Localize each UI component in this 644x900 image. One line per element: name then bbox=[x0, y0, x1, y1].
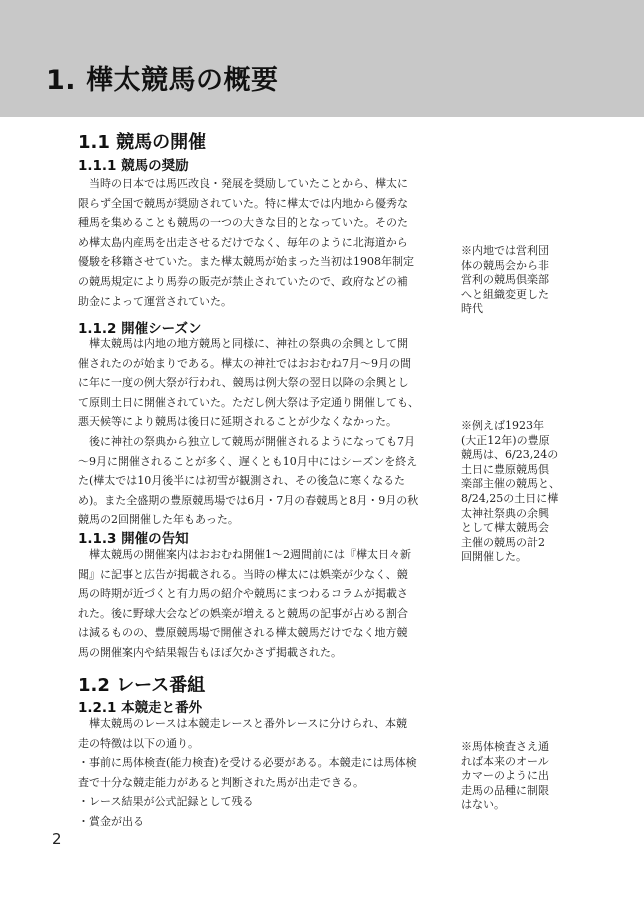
note-line: 太神社祭典の余興 bbox=[461, 506, 549, 520]
paragraph-1-2-1 bbox=[78, 714, 450, 832]
margin-note-1-2-1 bbox=[461, 740, 591, 813]
chapter-banner bbox=[0, 0, 644, 117]
text-line: 悪天候等により競馬は後日に延期されることが少なくなかった。 bbox=[78, 415, 397, 429]
text-line: 当時の日本では馬匹改良・発展を奨励していたことから、樺太に bbox=[78, 177, 408, 190]
subsection-heading-1-1-1: 1.1.1 競馬の奨励 bbox=[78, 158, 189, 174]
note-line: ※内地では営利団 bbox=[461, 244, 549, 257]
text-line: 競馬の2回開催した年もあった。 bbox=[78, 513, 239, 527]
note-line: 走馬の品種に制限 bbox=[461, 783, 549, 797]
text-line: め)。また全盛期の豊原競馬場では6月・7月の春競馬と8月・9月の秋 bbox=[78, 493, 419, 507]
paragraph-1-1-1 bbox=[78, 174, 450, 311]
text-line: 査で十分な競走能力があると判断された馬が出走できる。 bbox=[78, 775, 364, 789]
note-line: ※例えば1923年 bbox=[461, 419, 544, 432]
note-line: 回開催した。 bbox=[461, 550, 527, 564]
page-number: 2 bbox=[52, 830, 62, 848]
subsection-heading-1-1-3: 1.1.3 開催の告知 bbox=[78, 531, 189, 547]
text-line: れた。後に野球大会などの娯楽が増えると競馬の記事が占める割合 bbox=[78, 606, 408, 620]
text-line: は減るものの、豊原競馬場で開催される樺太競馬だけでなく地方競 bbox=[78, 626, 408, 640]
text-line: 走の特徴は以下の通り。 bbox=[78, 736, 199, 750]
subsection-heading-1-1-2: 1.1.2 開催シーズン bbox=[78, 321, 202, 337]
text-line: 馬の開催案内や結果報告もほぼ欠かさず掲載された。 bbox=[78, 645, 342, 659]
note-line: 土日に豊原競馬倶 bbox=[461, 462, 549, 476]
text-line: 樺太競馬のレースは本競走レースと番外レースに分けられ、本競 bbox=[78, 717, 408, 730]
text-line: 樺太競馬の開催案内はおおむね開催1～2週間前には『樺太日々新 bbox=[78, 548, 411, 561]
note-line: はない。 bbox=[461, 798, 505, 812]
text-line: め樺太島内産馬を出走させるだけでなく、毎年のように北海道から bbox=[78, 235, 408, 249]
text-line: て原則土日に開催されていた。ただし例大祭は予定通り開催しても、 bbox=[78, 395, 419, 409]
text-line: 種馬を集めることも競馬の一つの大きな目的となっていた。そのた bbox=[78, 216, 408, 230]
text-line: の競馬規定により馬券の販売が禁止されていたので、政府などの補 bbox=[78, 274, 408, 288]
text-line: ・賞金が出る bbox=[78, 814, 144, 828]
note-line: へと組織変更した bbox=[461, 287, 549, 301]
text-line: ～9月に開催されることが多く、遅くとも10月中にはシーズンを終え bbox=[78, 454, 418, 468]
note-line: として樺太競馬会 bbox=[461, 521, 549, 535]
note-line: (大正12年)の豊原 bbox=[461, 433, 550, 447]
margin-note-1-1-2 bbox=[461, 419, 591, 565]
note-line: 楽部主催の競馬と、 bbox=[461, 477, 560, 491]
note-line: 主催の競馬の計2 bbox=[461, 535, 545, 549]
text-line: 馬の時期が近づくと有力馬の紹介や競馬にまつわるコラムが掲載さ bbox=[78, 587, 408, 601]
text-line: に年に一度の例大祭が行われ、競馬は例大祭の翌日以降の余興とし bbox=[78, 376, 409, 390]
note-line: ※馬体検査さえ通 bbox=[461, 740, 549, 753]
subsection-heading-1-2-1: 1.2.1 本競走と番外 bbox=[78, 700, 203, 716]
text-line: 催されたのが始まりである。樺太の神社ではおおむね7月～9月の間 bbox=[78, 356, 411, 370]
paragraph-1-1-3 bbox=[78, 545, 450, 663]
margin-note-1-1-1 bbox=[461, 244, 591, 317]
note-line: 営利の競馬倶楽部 bbox=[461, 273, 549, 287]
section-heading-1-2: 1.2 レース番組 bbox=[78, 675, 206, 696]
section-heading-1-1: 1.1 競馬の開催 bbox=[78, 132, 207, 153]
text-line: ・事前に馬体検査(能力検査)を受ける必要がある。本競走には馬体検 bbox=[78, 756, 417, 770]
text-line: 聞』に記事と広告が掲載される。当時の樺太には娯楽が少なく、競 bbox=[78, 567, 408, 581]
note-line: 時代 bbox=[461, 302, 483, 316]
chapter-title: 1. 樺太競馬の概要 bbox=[46, 65, 279, 96]
text-line: ・レース結果が公式記録として残る bbox=[78, 795, 254, 809]
text-line: 後に神社の祭典から独立して競馬が開催されるようになっても7月 bbox=[78, 434, 415, 448]
note-line: カマーのように出 bbox=[461, 769, 549, 783]
text-line: 助金によって運営されていた。 bbox=[78, 294, 232, 308]
text-line: 限らず全国で競馬が奨励されていた。特に樺太では内地から優秀な bbox=[78, 196, 408, 210]
text-line: 優駿を移籍させていた。また樺太競馬が始まった当初は1908年制定 bbox=[78, 255, 414, 269]
note-line: れば本来のオール bbox=[461, 754, 549, 768]
paragraph-1-1-2 bbox=[78, 334, 450, 530]
note-line: 体の競馬会から非 bbox=[461, 258, 549, 272]
text-line: 樺太競馬は内地の地方競馬と同様に、神社の祭典の余興として開 bbox=[78, 337, 408, 350]
note-line: 競馬は、6/23,24の bbox=[461, 448, 559, 462]
note-line: 8/24,25の土日に樺 bbox=[461, 491, 559, 505]
text-line: た(樺太では10月後半には初雪が観測され、その後急に寒くなるた bbox=[78, 474, 405, 488]
